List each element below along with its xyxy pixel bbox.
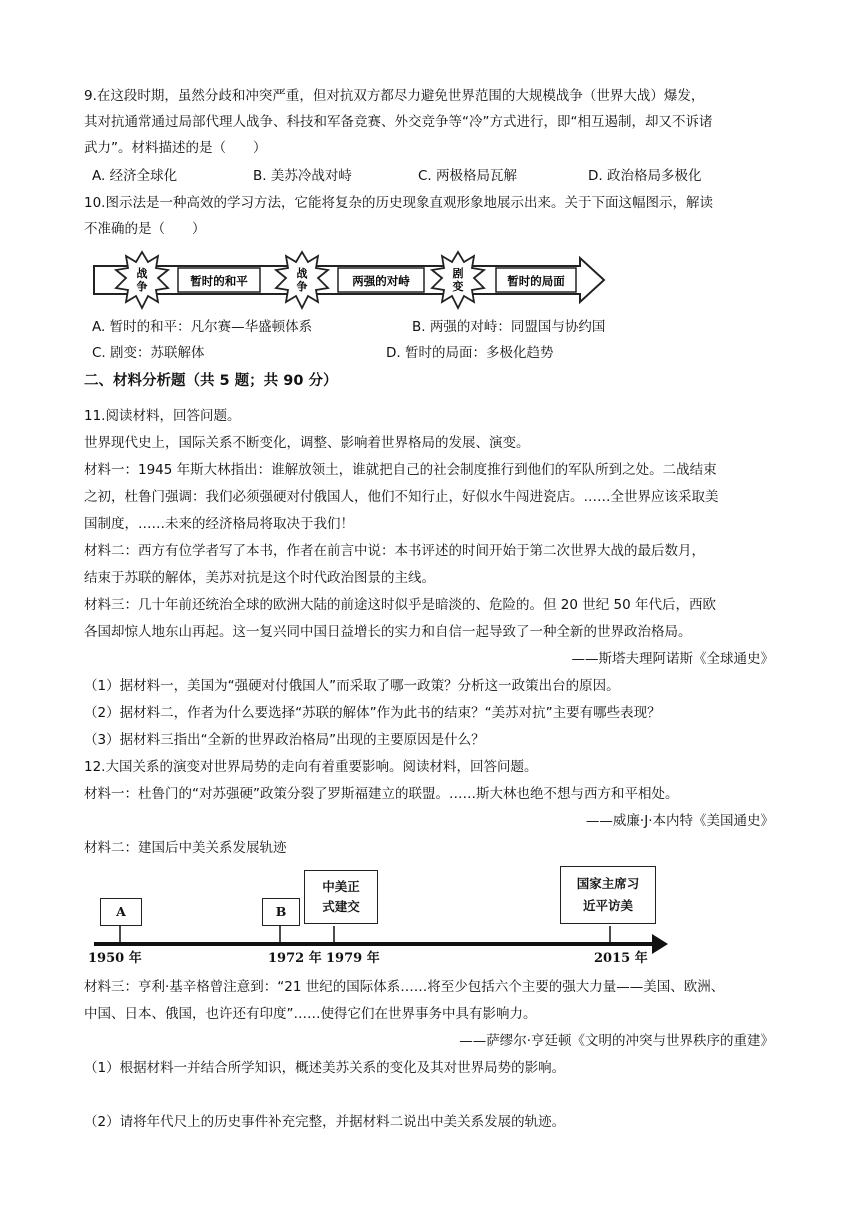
q11-material3-line1: 材料三：几十年前还统治全球的欧洲大陆的前途这时似乎是暗淡的、危险的。但 20 世纪 50 年代后，西欧 — [84, 597, 717, 613]
q11-material2-line2: 结束于苏联的解体，美苏对抗是这个时代政治图景的主线。 — [84, 570, 435, 586]
q10-option-b: B. 两强的对峙：同盟国与协约国 — [412, 319, 606, 335]
burst-1-text-top: 战 — [136, 267, 148, 280]
timeline-box-a: A — [100, 898, 142, 926]
q9-option-a: A. 经济全球化 — [92, 168, 178, 184]
q12-material1: 材料一：杜鲁门的“对苏强硬”政策分裂了罗斯福建立的联盟。……斯大林也绝不想与西方和平相处。 — [84, 786, 679, 802]
q10-option-d: D. 暂时的局面：多极化趋势 — [386, 345, 554, 361]
year-1950: 1950 年 — [88, 951, 142, 966]
year-1979: 1979 年 — [326, 951, 380, 966]
q9-option-d: D. 政治格局多极化 — [588, 168, 702, 184]
label-1-text: 暂时的和平 — [190, 274, 248, 288]
year-1972: 1972 年 — [268, 951, 322, 966]
q12-subquestion-1: （1）根据材料一并结合所学知识，概述美苏关系的变化及其对世界局势的影响。 — [84, 1060, 566, 1076]
q10-option-a: A. 暂时的和平：凡尔赛—华盛顿体系 — [92, 319, 313, 335]
q12-material1-source: ——威廉·J·本内特《美国通史》 — [585, 813, 774, 829]
timeline-arrowhead — [652, 934, 668, 954]
year-2015: 2015 年 — [594, 951, 648, 966]
burst-1-text-bottom: 争 — [136, 280, 148, 293]
section-title: 二、材料分析题（共 5 题；共 90 分） — [84, 373, 338, 389]
q11-intro: 世界现代史上，国际关系不断变化，调整、影响着世界格局的发展、演变。 — [84, 435, 530, 451]
q10-text-line2: 不准确的是（ ） — [84, 221, 206, 237]
q9-text-line3: 武力”。材料描述的是（ ） — [84, 140, 267, 156]
q11-subquestion-2: （2）据材料二，作者为什么要选择“苏联的解体”作为此书的结束？“美苏对抗”主要有哪些表现？ — [84, 705, 661, 721]
q11-material3-source: ——斯塔夫理阿诺斯《全球通史》 — [571, 651, 774, 667]
q12-material3-source: ——萨缪尔·亨廷顿《文明的冲突与世界秩序的重建》 — [459, 1033, 774, 1049]
burst-2-text-bottom: 争 — [296, 280, 308, 293]
q10-option-c: C. 剧变：苏联解体 — [92, 345, 205, 361]
label-2-text: 两强的对峙 — [352, 274, 410, 288]
burst-2-text-top: 战 — [296, 267, 308, 280]
q12-material3-line2: 中国、日本、俄国，也许还有印度”……使得它们在世界事务中具有影响力。 — [84, 1006, 537, 1022]
q10-text-line1: 10.图示法是一种高效的学习方法，它能将复杂的历史现象直观形象地展示出来。关于下面这幅图示，解读 — [84, 195, 713, 211]
q11-material3-line2: 各国却惊人地东山再起。这一复兴同中国日益增长的实力和自信一起导致了一种全新的世界政治格局。 — [84, 624, 692, 640]
timeline-box-xi-visit — [560, 866, 656, 924]
label-3-text: 暂时的局面 — [507, 274, 565, 288]
q9-option-b: B. 美苏冷战对峙 — [253, 168, 352, 184]
q12-material3-line1: 材料三：亨利·基辛格曾注意到：“21 世纪的国际体系……将至少包括六个主要的强大力量——美国、欧洲、 — [84, 979, 725, 995]
q11-material2-line1: 材料二：西方有位学者写了本书，作者在前言中说：本书评述的时间开始于第二次世界大战的最后数月， — [84, 543, 705, 559]
china-us-timeline — [88, 858, 678, 968]
q9-text-line1: 9.在这段时期，虽然分歧和冲突严重，但对抗双方都尽力避免世界范围的大规模战争（世界大战）爆发， — [84, 88, 705, 104]
burst-3-text-bottom: 变 — [452, 280, 464, 293]
q12-subquestion-2: （2）请将年代尺上的历史事件补充完整，并据材料二说出中美关系发展的轨迹。 — [84, 1114, 566, 1130]
q11-material1-line3: 国制度，……未来的经济格局将取决于我们！ — [84, 516, 354, 532]
q12-head: 12.大国关系的演变对世界局势的走向有着重要影响。阅读材料，回答问题。 — [84, 759, 538, 775]
q11-subquestion-1: （1）据材料一，美国为“强硬对付俄国人”而采取了哪一政策？分析这一政策出台的原因。 — [84, 678, 620, 694]
box3-line2: 式建交 — [322, 899, 360, 914]
q9-text-line2: 其对抗通常通过局部代理人战争、科技和军备竞赛、外交竞争等“冷”方式进行，即“相互遏制，却又不诉诸 — [84, 114, 713, 130]
q11-subquestion-3: （3）据材料三指出“全新的世界政治格局”出现的主要原因是什么？ — [84, 732, 485, 748]
q9-option-c: C. 两极格局瓦解 — [418, 168, 518, 184]
q11-material1-line2: 之初，杜鲁门强调：我们必须强硬对付俄国人，他们不知行止，好似水牛闯进瓷店。……全世界应该采取美 — [84, 489, 719, 505]
q11-head: 11.阅读材料，回答问题。 — [84, 408, 241, 424]
timeline-box-diplomatic-ties — [304, 870, 378, 924]
burst-3-text-top: 剧 — [452, 267, 464, 280]
box3-line1: 中美正 — [322, 879, 360, 894]
q11-material1-line1: 材料一：1945 年斯大林指出：谁解放领土，谁就把自己的社会制度推行到他们的军队所到之处。二战结束 — [84, 462, 717, 478]
timeline-box-b: B — [262, 898, 300, 926]
box4-line2: 近平访美 — [582, 898, 633, 913]
q12-material2: 材料二：建国后中美关系发展轨迹 — [84, 840, 287, 856]
box4-line1: 国家主席习 — [576, 876, 640, 891]
history-arrow-diagram — [90, 248, 610, 312]
